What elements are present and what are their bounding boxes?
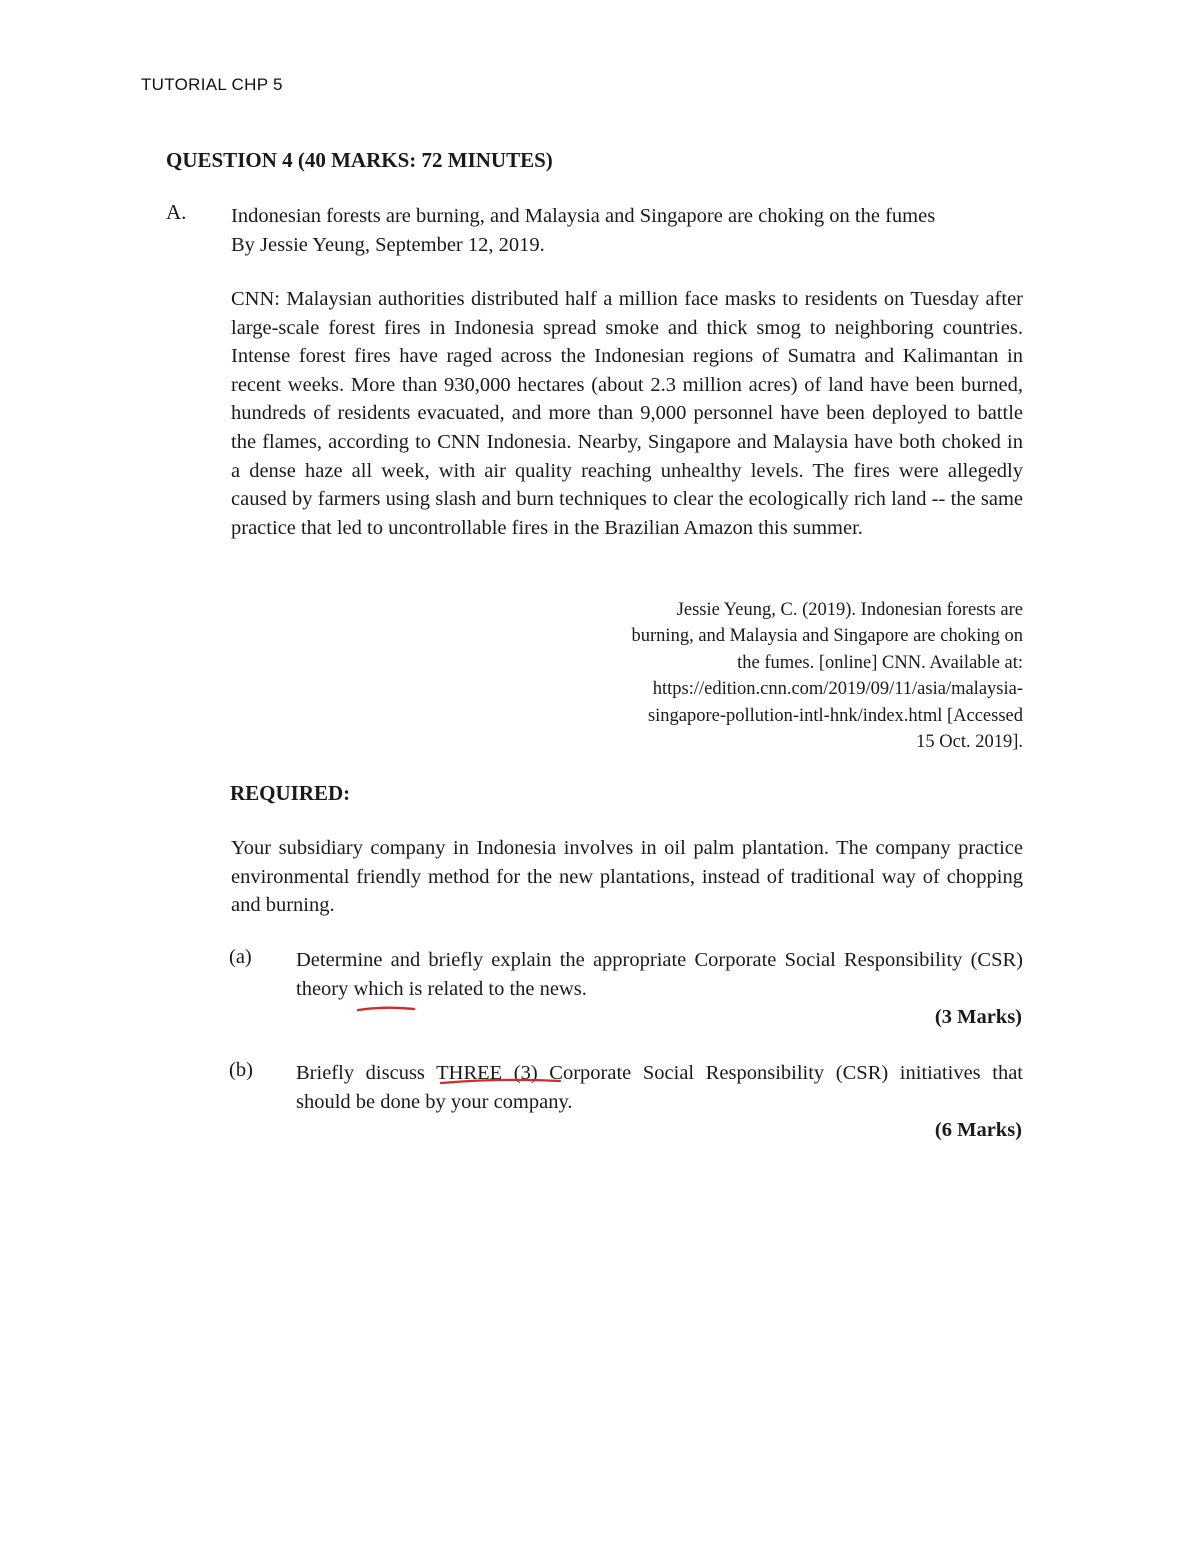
required-heading: REQUIRED: — [230, 781, 351, 805]
question-b-text: Briefly discuss THREE (3) Corporate Social Responsibility (CSR) initiatives that should be done by your company. — [296, 1062, 1023, 1113]
citation-line: Jessie Yeung, C. (2019). Indonesian forests are — [676, 600, 1023, 620]
required-text: Your subsidiary company in Indonesia involves in oil palm plantation. The company practice environmental friendly method for the new plantations, instead of traditional way of chopping and burning. — [231, 837, 1023, 917]
article-body: CNN: Malaysian authorities distributed half a million face masks to residents on Tuesday after large-scale forest fires in Indonesia spread smoke and thick smog to neighboring countries. Intense forest fires have raged across the Indonesian regions of Sumatra and Kalimantan in recent weeks. More than 930,000 hectares (about 2.3 million acres) of land have been burned, hundreds of residents evacuated, and more than 9,000 personnel have been deployed to battle the flames, according to CNN Indonesia. Nearby, Singapore and Malaysia have both choked in a dense haze all week, with air quality reaching unhealthy levels. The fires were allegedly caused by farmers using slash and burn techniques to clear the ecologically rich land -- the same practice that led to uncontrollable fires in the Brazilian Amazon this summer. — [231, 288, 1023, 539]
page-header: TUTORIAL CHP 5 — [141, 75, 283, 94]
citation-line: 15 Oct. 2019]. — [916, 732, 1023, 753]
question-b-marks: (6 Marks) — [934, 1119, 1022, 1141]
headline-byline: By Jessie Yeung, September 12, 2019. — [231, 233, 545, 256]
citation-line: the fumes. [online] CNN. Available at: — [737, 652, 1023, 673]
article-headline — [231, 202, 1023, 259]
question-a-text: Determine and briefly explain the appropriate Corporate Social Responsibility (CSR) theory which is related to the news. — [296, 949, 1023, 1000]
question-title: QUESTION 4 (40 MARKS: 72 MINUTES) — [166, 148, 553, 172]
citation-line: singapore-pollution-intl-hnk/index.html [Accessed — [647, 705, 1023, 726]
theory-underline-mark — [358, 1008, 414, 1010]
question-a-marks: (3 Marks) — [934, 1006, 1022, 1028]
citation-line: burning, and Malaysia and Singapore are choking on — [631, 626, 1023, 647]
headline-title: Indonesian forests are burning, and Malaysia and Singapore are choking on the fumes — [231, 205, 936, 227]
question-b-label: (b) — [229, 1059, 253, 1081]
citation-line: https://edition.cnn.com/2019/09/11/asia/malaysia- — [652, 679, 1023, 700]
citation — [540, 597, 1023, 755]
section-label: A. — [166, 200, 187, 224]
question-a-label: (a) — [229, 946, 252, 968]
